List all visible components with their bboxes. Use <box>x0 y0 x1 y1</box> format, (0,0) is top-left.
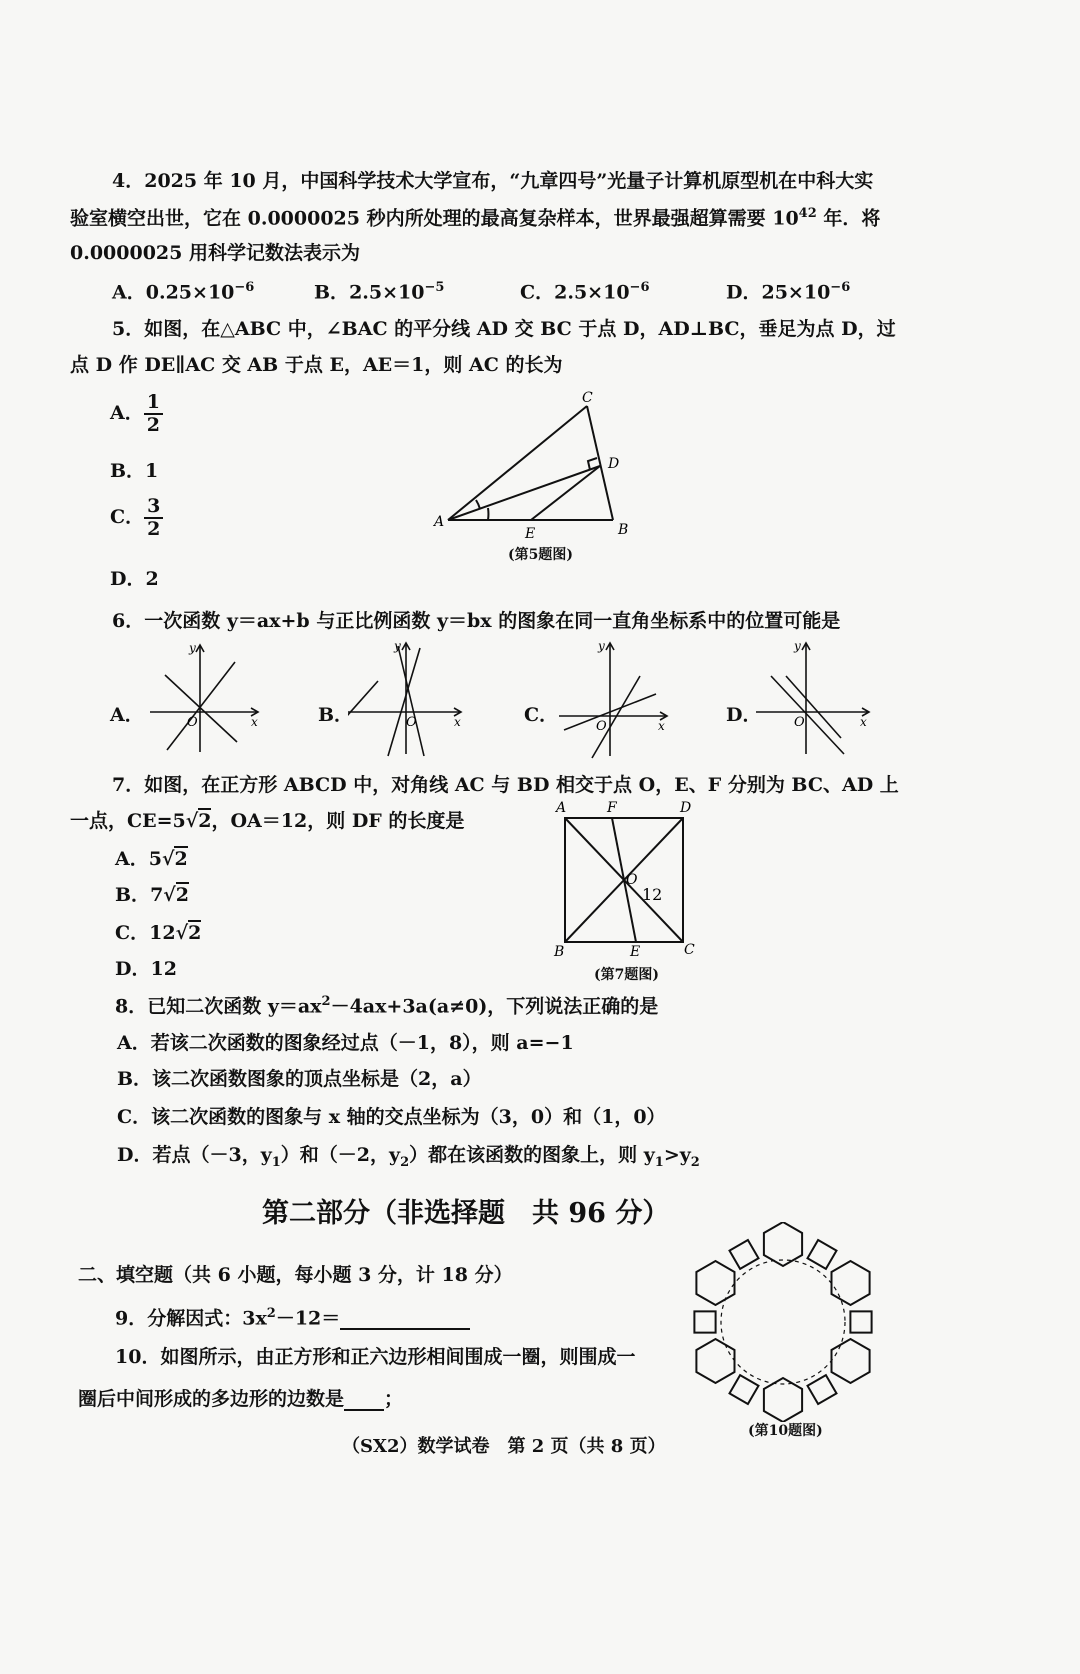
q7-option-a-label: A． <box>115 848 149 870</box>
q7-option-c-coef: 12 <box>149 922 176 944</box>
q4-line2 <box>70 206 880 230</box>
q5-segment-ad <box>448 466 600 520</box>
q10-caption: (第10题图) <box>748 1423 823 1439</box>
ring-hexagon <box>832 1261 870 1305</box>
q4-line2-end: 年．将 <box>816 207 881 230</box>
q7-line2-text: 一点，CE=5 <box>70 810 186 832</box>
q7-line1: 7．如图，在正方形 ABCD 中，对角线 AC 与 BD 相交于点 O，E、F 分别为 BC、AD 上 <box>112 774 899 796</box>
q9-text: 9．分解因式：3x <box>115 1307 267 1330</box>
q8-d-part1: D．若点（－3，y <box>117 1144 272 1166</box>
q5-segment-de <box>531 466 600 520</box>
q4-exponent: 42 <box>798 206 817 221</box>
q5-line1: 5．如图，在△ABC 中，∠BAC 的平分线 AD 交 BC 于点 D，AD⊥BC，垂足为点 D，过 <box>112 318 896 340</box>
q4-option-d-base: 25×10 <box>761 281 831 304</box>
q8-d-sub3: 1 <box>654 1154 664 1170</box>
q6-line1: 6．一次函数 y＝ax+b 与正比例函数 y＝bx 的图象在同一直角坐标系中的位置可能是 <box>112 610 841 632</box>
q8-d-sub4: 2 <box>690 1154 700 1170</box>
q7-line2-radicand: 2 <box>198 810 212 832</box>
ring-square <box>808 1375 837 1404</box>
q6-graph-c <box>554 636 679 760</box>
q7-option-d-label: D． <box>115 958 151 980</box>
q6-a-x-label: x <box>251 715 258 729</box>
q7-caption: (第7题图) <box>594 967 659 983</box>
q7-option-b-coef: 7 <box>150 884 164 906</box>
q4-option-d-label: D． <box>726 281 762 304</box>
q8-line1-end: －4ax+3a(a≠0)，下列说法正确的是 <box>330 995 659 1018</box>
q10-line2 <box>78 1388 403 1411</box>
q8-option-a: A．若该二次函数的图象经过点（－1，8），则 a=−1 <box>117 1032 574 1054</box>
q7-label-length: 12 <box>642 885 663 904</box>
q8-line1 <box>115 994 658 1018</box>
q9-exponent: 2 <box>266 1306 276 1321</box>
q7-label-d: D <box>680 800 692 816</box>
q6-b-y-label: y <box>394 639 401 653</box>
q4-option-a <box>112 280 254 304</box>
sqrt-icon: √ <box>185 810 199 832</box>
ring-hexagon <box>696 1339 734 1383</box>
q5-figure <box>430 390 650 550</box>
q6-c-x-label: x <box>658 719 665 733</box>
q10-line2-end: ； <box>384 1388 404 1410</box>
q4-option-b-base: 2.5×10 <box>349 281 425 304</box>
q7-label-b: B <box>554 944 565 960</box>
q4-option-a-exp: −6 <box>234 280 255 295</box>
q7-option-a-coef: 5 <box>148 848 162 870</box>
sqrt-icon: √ <box>161 848 175 870</box>
ring-hexagon <box>832 1339 870 1383</box>
q10-figure <box>683 1222 893 1422</box>
q7-option-c-rad: 2 <box>188 922 202 944</box>
q5-label-c: C <box>582 390 593 406</box>
q6-c-origin: O <box>596 719 607 734</box>
q4-option-a-label: A． <box>112 281 146 304</box>
q8-option-d <box>117 1144 700 1170</box>
q7-option-d-coef: 12 <box>150 958 177 980</box>
q8-d-part4: >y <box>663 1144 691 1166</box>
sqrt-icon: √ <box>163 884 176 906</box>
q6-a-origin: O <box>187 715 198 730</box>
q4-option-d <box>726 280 850 304</box>
q7-option-c-label: C． <box>115 922 150 944</box>
q4-option-c-exp: −6 <box>629 280 650 295</box>
q5-caption: (第5题图) <box>508 547 573 563</box>
q7-label-e: E <box>630 944 641 960</box>
q7-option-a <box>115 848 188 871</box>
q7-option-b <box>115 884 189 907</box>
q5-option-c-den: 2 <box>147 517 161 540</box>
q7-figure <box>550 796 700 961</box>
q5-option-a-fraction <box>144 392 163 436</box>
q7-line2 <box>70 810 464 833</box>
q7-label-a: A <box>556 800 567 816</box>
q4-option-d-exp: −6 <box>830 280 851 295</box>
ring-square <box>730 1375 759 1404</box>
q8-d-sub2: 2 <box>400 1154 410 1170</box>
ring-square <box>808 1240 837 1269</box>
q8-exponent: 2 <box>321 994 331 1009</box>
q7-option-d <box>115 958 177 981</box>
q4-line2-text: 验室横空出世，它在 0.0000025 秒内所处理的最高复杂样本，世界最强超算需要 10 <box>70 207 799 230</box>
q5-option-a-label: A． <box>110 401 144 424</box>
q7-option-a-rad: 2 <box>174 848 188 870</box>
q4-line3: 0.0000025 用科学记数法表示为 <box>70 242 360 264</box>
q4-option-b-exp: −5 <box>424 280 445 295</box>
q6-b-x-label: x <box>454 715 461 729</box>
q4-option-c-label: C． <box>520 281 555 304</box>
q10-dashed-circle <box>721 1260 845 1384</box>
q7-line2-end: ，OA＝12，则 DF 的长度是 <box>211 810 465 832</box>
ring-square <box>850 1311 871 1332</box>
q5-option-a <box>110 392 163 436</box>
q9-line <box>115 1306 470 1330</box>
q7-label-f: F <box>607 800 617 816</box>
section-fill-in-title: 二、填空题（共 6 小题，每小题 3 分，计 18 分） <box>78 1264 513 1286</box>
q8-option-b: B．该二次函数图象的顶点坐标是（2，a） <box>117 1068 482 1090</box>
ring-square <box>730 1240 759 1269</box>
q4-line1: 4．2025 年 10 月，中国科学技术大学宣布，“九章四号”光量子计算机原型机在中科大实 <box>112 170 874 192</box>
q6-option-c-label: C． <box>524 704 559 726</box>
q5-label-d: D <box>608 456 620 472</box>
q10-line2-text: 圈后中间形成的多边形的边数是 <box>78 1388 345 1410</box>
q5-option-b: B．1 <box>110 460 159 482</box>
q8-d-part3: ）都在该函数的图象上，则 y <box>409 1144 655 1166</box>
q5-label-e: E <box>525 526 536 542</box>
part2-heading: 第二部分（非选择题 共 96 分） <box>262 1198 670 1229</box>
q7-label-c: C <box>684 942 695 958</box>
q6-b-origin: O <box>406 715 417 730</box>
q4-option-b-label: B． <box>314 281 350 304</box>
q8-option-c: C．该二次函数的图象与 x 轴的交点坐标为（3，0）和（1，0） <box>117 1106 666 1128</box>
q6-d-x-label: x <box>860 715 867 729</box>
q7-option-c <box>115 922 201 945</box>
q4-option-c <box>520 280 650 304</box>
q5-angle-mark-2 <box>476 500 480 509</box>
q7-option-b-label: B． <box>115 884 151 906</box>
q5-option-d: D．2 <box>110 568 159 590</box>
q7-option-b-rad: 2 <box>175 884 190 906</box>
q6-graph-a <box>145 640 270 760</box>
q6-d-origin: O <box>794 715 805 730</box>
q5-option-a-den: 2 <box>146 413 160 436</box>
q5-line2: 点 D 作 DE∥AC 交 AB 于点 E，AE＝1，则 AC 的长为 <box>70 354 563 376</box>
q6-d-y-label: y <box>794 639 801 653</box>
q6-option-b-label: B． <box>318 704 354 726</box>
q8-line1-text: 8．已知二次函数 y＝ax <box>115 995 322 1018</box>
q10-line1: 10．如图所示，由正方形和正六边形相间围成一圈，则围成一 <box>115 1346 636 1368</box>
q10-answer-blank[interactable] <box>344 1391 384 1411</box>
q6-option-d-label: D． <box>726 704 762 726</box>
q5-label-b: B <box>618 522 629 538</box>
ring-square <box>694 1311 715 1332</box>
q9-text-end: －12＝ <box>275 1307 341 1330</box>
q4-option-a-base: 0.25×10 <box>145 281 235 304</box>
q5-option-c-label: C． <box>110 505 145 528</box>
q4-option-b <box>314 280 444 304</box>
q5-label-a: A <box>434 514 445 530</box>
q5-option-a-num: 1 <box>144 392 163 415</box>
ring-hexagon <box>696 1261 734 1305</box>
q5-option-c-num: 3 <box>144 496 163 519</box>
q7-label-o: O <box>626 872 638 888</box>
q5-option-c-fraction <box>144 496 163 540</box>
q6-graph-d <box>756 636 881 760</box>
q5-side-ac <box>448 406 587 520</box>
q6-option-a-label: A． <box>110 704 144 726</box>
q4-option-c-base: 2.5×10 <box>554 281 630 304</box>
q8-d-part2: ）和（－2，y <box>280 1144 401 1166</box>
q6-graph-b <box>348 636 473 760</box>
q5-option-c <box>110 496 163 540</box>
q9-answer-blank[interactable] <box>340 1310 470 1330</box>
q8-d-sub1: 1 <box>271 1154 281 1170</box>
q6-a-y-label: y <box>189 641 196 655</box>
sqrt-icon: √ <box>175 922 189 944</box>
page-footer: （SX2）数学试卷 第 2 页（共 8 页） <box>342 1436 666 1457</box>
q6-c-y-label: y <box>598 639 605 653</box>
